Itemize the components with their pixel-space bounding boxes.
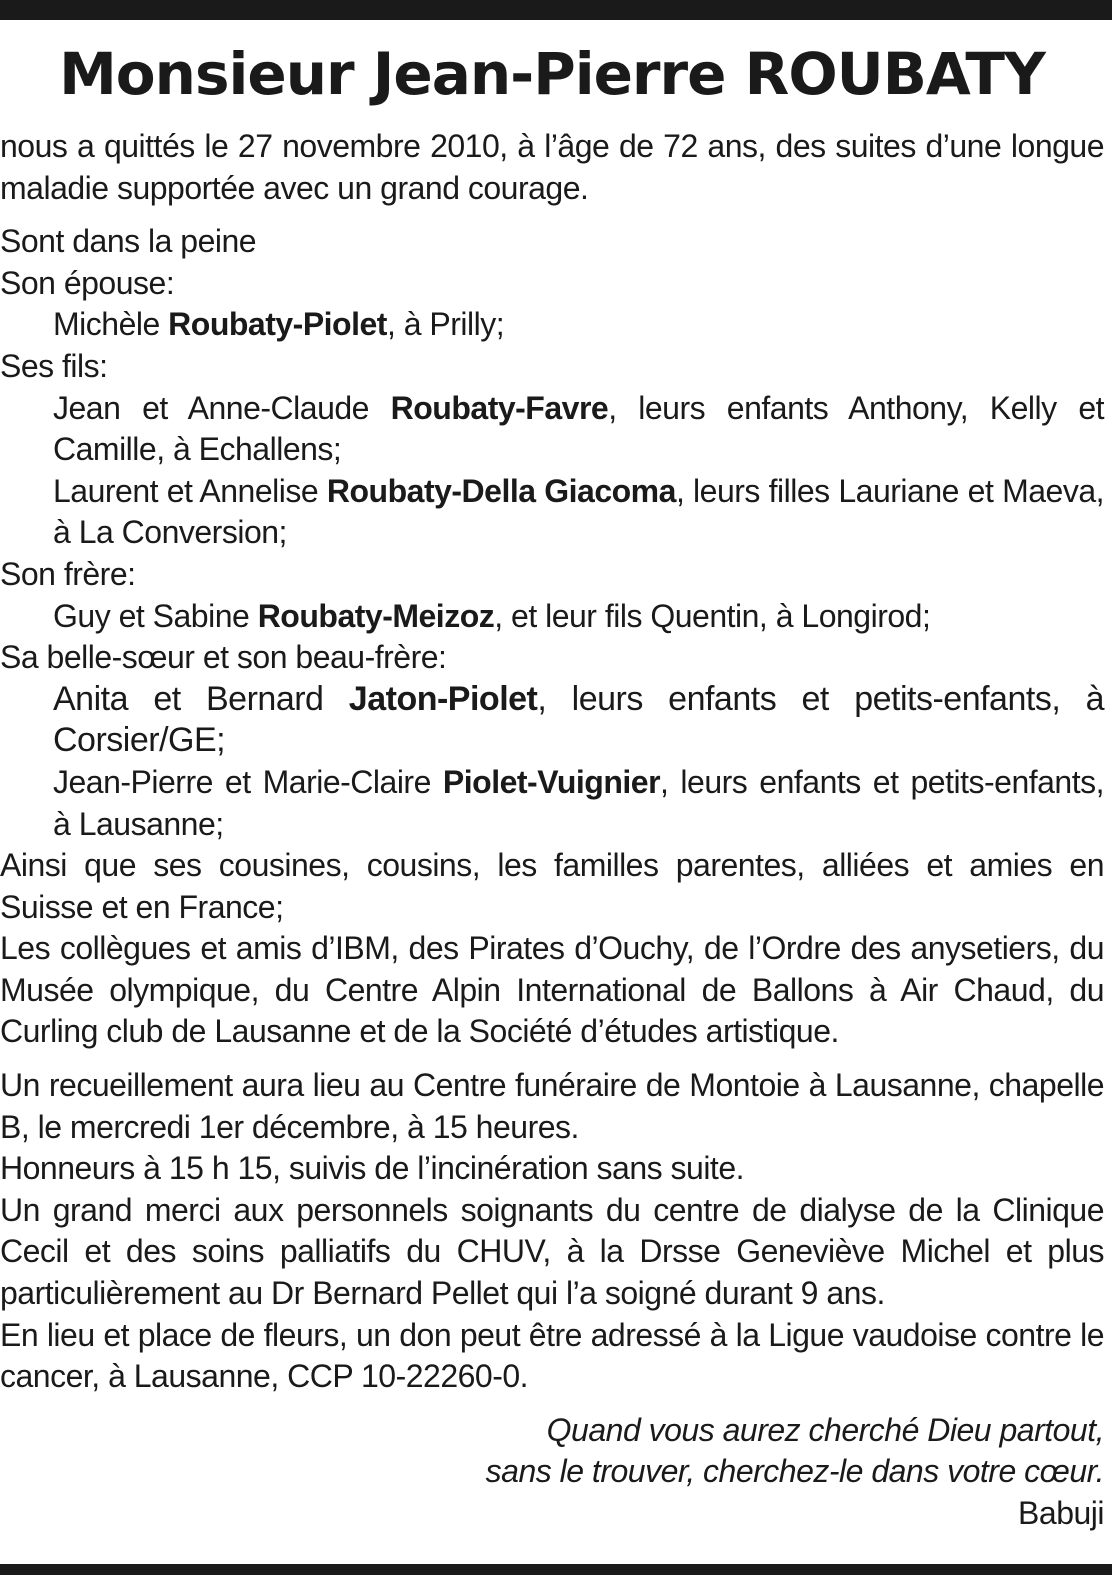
inlaw-1-first-names: Anita et Bernard <box>53 679 349 718</box>
spouse-surname: Roubaty-Piolet <box>168 306 387 343</box>
colleagues-friends: Les collègues et amis d’IBM, des Pirates d’Ouchy, de l’Ordre des anysetiers, du Musée olympique, du Centre Alpin International de Ballons à Air Chaud, du Curling club de Lausanne et de la Société d’études artistique. <box>0 930 1104 1050</box>
thanks-message: Un grand merci aux personnels soignants du centre de dialyse de la Clinique Cecil et des soins palliatifs du CHUV, à la Drsse Geneviève Michel et plus particulièrement au Dr Bernard Pellet qui l’a soigné durant 9 ans. <box>0 1191 1104 1312</box>
inlaw-2-details: , leurs enfants et petits-enfants, à Lausanne; <box>53 763 1105 842</box>
son-1-first-names: Jean et Anne-Claude <box>53 389 391 426</box>
inlaw-1-details: , leurs enfants et petits-enfants, à Corsier/GE; <box>53 679 1104 760</box>
brother-entry <box>0 596 1104 638</box>
quote-line-1: Quand vous aurez cherché Dieu partout, <box>546 1411 1104 1448</box>
ceremony-section <box>0 1065 1104 1398</box>
inlaw-1-surname: Jaton-Piolet <box>348 679 538 718</box>
family-section <box>0 221 1104 1053</box>
son-entry-2 <box>0 471 1104 554</box>
inlaw-entry-2 <box>0 762 1104 845</box>
honours-info: Honneurs à 15 h 15, suivis de l’incinération sans suite. <box>0 1150 744 1187</box>
quote-line-2: sans le trouver, cherchez-le dans votre cœur. <box>485 1453 1104 1490</box>
intro-paragraph: nous a quittés le 27 novembre 2010, à l’âge de 72 ans, des suites d’une longue maladie supportée avec un grand courage. <box>0 128 1104 206</box>
brother-surname: Roubaty-Meizoz <box>257 597 495 634</box>
deceased-name-title: Monsieur Jean-Pierre ROUBATY <box>59 40 1045 108</box>
brother-first-names: Guy et Sabine <box>53 597 258 634</box>
brother-label: Son frère: <box>0 555 136 592</box>
closing-quote <box>0 1410 1104 1493</box>
son-entry-1 <box>0 388 1104 471</box>
son-2-surname: Roubaty-Della Giacoma <box>326 472 676 509</box>
donation-info: En lieu et place de fleurs, un don peut être adressé à la Ligue vaudoise contre le cancer, à Lausanne, CCP 10-22260-0. <box>0 1316 1104 1395</box>
gathering-info: Un recueillement aura lieu au Centre funéraire de Montoie à Lausanne, chapelle B, le mercredi 1er décembre, à 15 heures. <box>0 1067 1104 1145</box>
brother-details: , et leur fils Quentin, à Longirod; <box>494 597 931 634</box>
inlaw-2-first-names: Jean-Pierre et Marie-Claire <box>53 763 443 800</box>
top-rule <box>0 0 1112 20</box>
son-2-first-names: Laurent et Annelise <box>53 472 327 509</box>
spouse-first-names: Michèle <box>53 306 169 343</box>
obituary-notice <box>0 36 1104 1535</box>
spouse-entry <box>0 304 1104 346</box>
inlaw-2-surname: Piolet-Vuignier <box>442 763 661 800</box>
family-heading: Sont dans la peine <box>0 223 257 260</box>
inlaws-label: Sa belle-sœur et son beau-frère: <box>0 639 447 676</box>
son-1-details: , leurs enfants Anthony, Kelly et Camille, à Echallens; <box>53 389 1105 468</box>
sons-label: Ses fils: <box>0 347 108 384</box>
spouse-details: , à Prilly; <box>386 306 505 343</box>
extended-family: Ainsi que ses cousines, cousins, les familles parentes, alliées et amies en Suisse et en France; <box>0 847 1104 925</box>
spouse-label: Son épouse: <box>0 264 175 301</box>
son-2-details: , leurs filles Lauriane et Maeva, à La Conversion; <box>53 472 1105 551</box>
son-1-surname: Roubaty-Favre <box>390 389 609 426</box>
quote-author: Babuji <box>1018 1495 1104 1531</box>
bottom-rule <box>0 1564 1112 1575</box>
inlaw-entry-1 <box>0 679 1104 762</box>
